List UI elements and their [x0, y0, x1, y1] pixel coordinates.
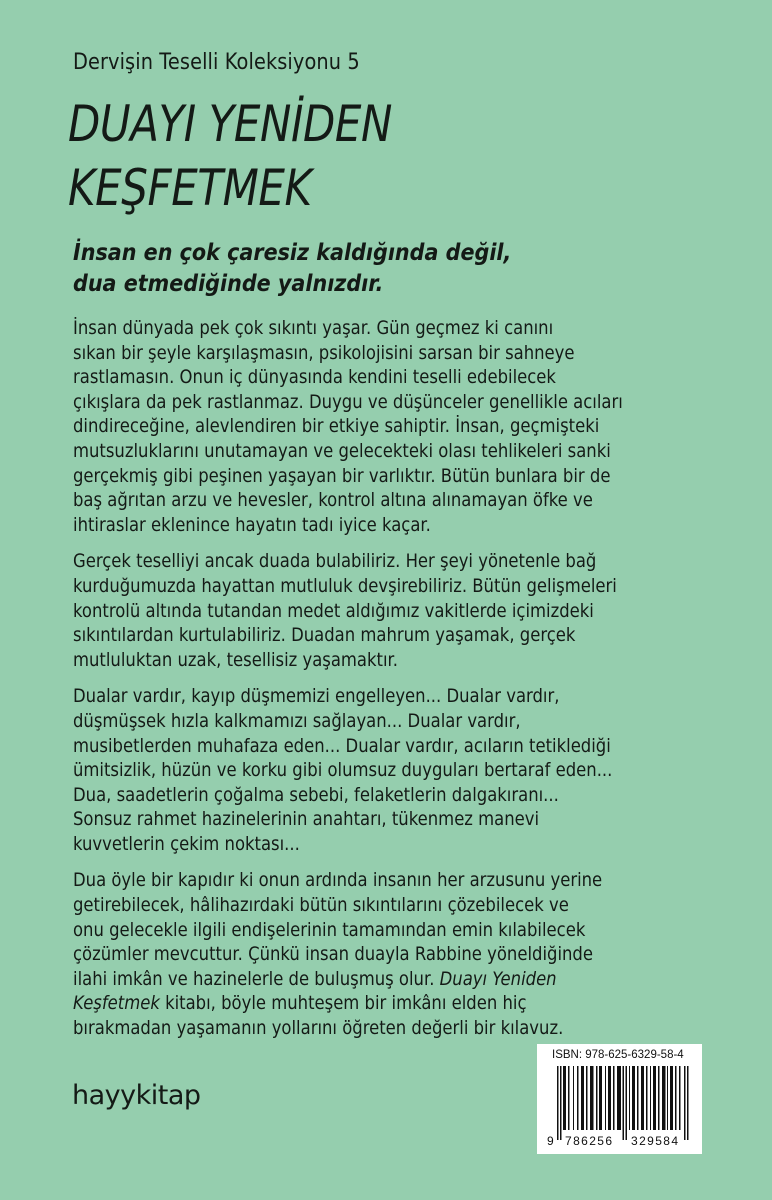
text-line: bırakmadan yaşamanın yollarını öğreten değerli bir kılavuz. [73, 1017, 564, 1040]
text-line: kontrolü altında tutandan medet aldığımız vakitlerde içimizdeki [73, 599, 594, 622]
text-line: sıkan bir şeyle karşılaşmasın, psikolojisini sarsan bir sahneye [73, 341, 575, 364]
paragraph-4 [73, 868, 627, 1040]
text-line: çıkışlara da pek rastlanmaz. Duygu ve düşünceler genellikle acıları [73, 390, 623, 413]
text-line: Gerçek teselliyi ancak duada bulabiliriz. Her şeyi yönetenle bağ [73, 550, 597, 573]
barcode-digit-first: 9 [547, 1134, 554, 1148]
text-line: düşmüşsek hızla kalkmamızı sağlayan... Dualar vardır, [73, 709, 521, 732]
book-title-line-1: DUAYI YENİDEN [68, 95, 393, 153]
text-line: mutluluktan uzak, tesellisiz yaşamaktır. [73, 648, 399, 671]
text-line: Sonsuz rahmet hazinelerinin anahtarı, tükenmez manevi [73, 808, 540, 831]
text-line: Dua, saadetlerin çoğalma sebebi, felaketlerin dalgakıranı... [73, 783, 559, 806]
text-line: getirebilecek, hâlihazırdaki bütün sıkıntılarını çözebilecek ve [73, 894, 569, 917]
publisher-logo: hayykitap [72, 1080, 201, 1111]
text-line [73, 991, 627, 1016]
series-name: Dervişin Teselli Koleksiyonu 5 [73, 50, 360, 75]
isbn-barcode [537, 1044, 702, 1154]
barcode-digits-right: 329584 [631, 1134, 680, 1148]
text-segment: kitabı, böyle muhteşem bir imkânı elden hiç [159, 992, 527, 1015]
text-line: sıkıntılardan kurtulabiliriz. Duadan mahrum yaşamak, gerçek [73, 624, 576, 647]
barcode-icon [557, 1066, 689, 1140]
epigraph-quote [73, 238, 511, 300]
text-line: çözümler mevcuttur. Çünkü insan duayla Rabbine yöneldiğinde [73, 943, 593, 966]
quote-line-2: dua etmediğinde yalnızdır. [73, 271, 384, 297]
book-title-line-2: KEŞFETMEK [68, 159, 312, 217]
text-line: mutsuzluklarını unutamayan ve gelecekteki olası tehlikeleri sanki [73, 439, 611, 462]
text-line: ihtiraslar eklenince hayatın tadı iyice kaçar. [73, 513, 431, 536]
text-line: rastlamasın. Onun iç dünyasında kendini teselli edebilecek [73, 366, 556, 389]
text-line: Dualar vardır, kayıp düşmemizi engelleyen... Dualar vardır, [73, 685, 560, 708]
text-line: onu gelecekle ilgili endişelerinin tamamından emin kılabilecek [73, 918, 586, 941]
paragraph-2 [73, 549, 627, 672]
text-line: ümitsizlik, hüzün ve korku gibi olumsuz duyguları bertaraf eden... [73, 759, 613, 782]
quote-line-1: İnsan en çok çaresiz kaldığında değil, [73, 240, 512, 266]
book-title-reference: Duayı Yeniden [439, 967, 557, 990]
book-title [68, 92, 392, 220]
paragraph-1 [73, 316, 627, 537]
barcode-digits-left: 786256 [565, 1134, 614, 1148]
text-line: İnsan dünyada pek çok sıkıntı yaşar. Gün geçmez ki canını [73, 317, 554, 339]
text-line [73, 967, 627, 992]
text-line: kurduğumuzda hayattan mutluluk devşirebiliriz. Bütün gelişmeleri [73, 574, 617, 597]
text-segment: ilahi imkân ve hazinelerle de buluşmuş olur. [73, 967, 440, 990]
text-line: dindireceğine, alevlendiren bir etkiye sahiptir. İnsan, geçmişteki [73, 415, 600, 438]
text-line: baş ağrıtan arzu ve hevesler, kontrol altına alınamayan öfke ve [73, 489, 593, 512]
text-line: kuvvetlerin çekim noktası... [73, 832, 300, 855]
book-title-reference: Keşfetmek [73, 992, 160, 1015]
paragraph-3 [73, 684, 627, 856]
text-line: gerçekmiş gibi peşinen yaşayan bir varlıktır. Bütün bunlara bir de [73, 464, 611, 487]
text-line: musibetlerden muhafaza eden... Dualar vardır, acıların tetiklediği [73, 734, 611, 757]
text-line: Dua öyle bir kapıdır ki onun ardında insanın her arzusunu yerine [73, 869, 603, 892]
isbn-label: ISBN: 978-625-6329-58-4 [552, 1049, 684, 1061]
blurb-body [73, 316, 627, 1053]
